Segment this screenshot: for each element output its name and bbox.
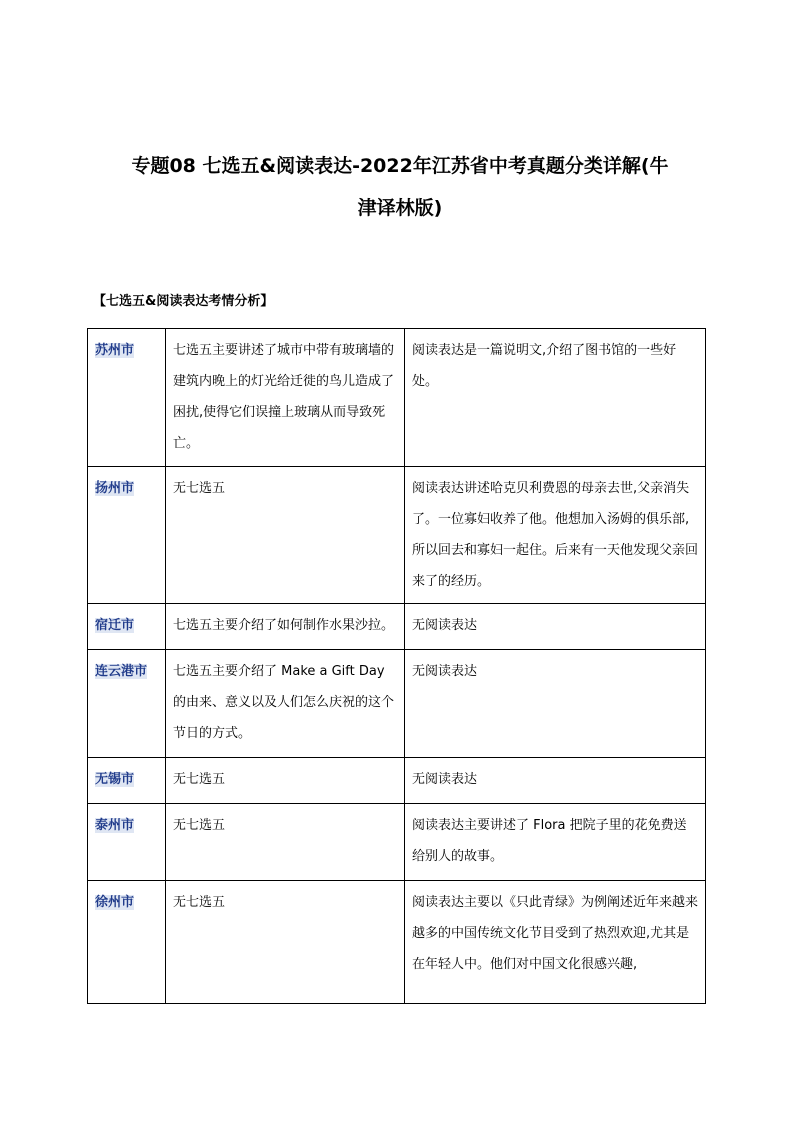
reading-expression-cell: 无阅读表达 <box>405 650 706 758</box>
seven-choose-five-cell: 七选五主要介绍了 Make a Gift Day 的由来、意义以及人们怎么庆祝的这个节日的方式。 <box>166 650 405 758</box>
reading-expression-cell: 阅读表达是一篇说明文,介绍了图书馆的一些好处。 <box>405 329 706 467</box>
city-cell: 无锡市 <box>88 758 166 804</box>
seven-choose-five-cell: 无七选五 <box>166 758 405 804</box>
title-line-2: 津译林版) <box>357 197 443 219</box>
analysis-table <box>87 328 706 1004</box>
table-row <box>88 881 706 1004</box>
seven-choose-five-cell: 七选五主要介绍了如何制作水果沙拉。 <box>166 604 405 650</box>
city-cell: 苏州市 <box>88 329 166 467</box>
table-row <box>88 650 706 758</box>
table-row <box>88 804 706 881</box>
table-row <box>88 329 706 467</box>
seven-choose-five-cell: 七选五主要讲述了城市中带有玻璃墙的建筑内晚上的灯光给迁徙的鸟儿造成了困扰,使得它们误撞上玻璃从而导致死亡。 <box>166 329 405 467</box>
seven-choose-five-cell: 无七选五 <box>166 881 405 1004</box>
city-cell: 扬州市 <box>88 467 166 604</box>
city-cell: 宿迁市 <box>88 604 166 650</box>
city-cell: 连云港市 <box>88 650 166 758</box>
reading-expression-cell: 无阅读表达 <box>405 604 706 650</box>
title-line-1: 专题08 七选五&阅读表达-2022年江苏省中考真题分类详解(牛 <box>131 155 669 177</box>
city-cell: 徐州市 <box>88 881 166 1004</box>
table-row <box>88 758 706 804</box>
reading-expression-cell: 阅读表达讲述哈克贝利费恩的母亲去世,父亲消失了。一位寡妇收养了他。他想加入汤姆的俱乐部,所以回去和寡妇一起住。后来有一天他发现父亲回来了的经历。 <box>405 467 706 604</box>
seven-choose-five-cell: 无七选五 <box>166 467 405 604</box>
table-row <box>88 467 706 604</box>
section-label: 【七选五&阅读表达考情分析】 <box>93 294 274 309</box>
reading-expression-cell: 阅读表达主要讲述了 Flora 把院子里的花免费送给别人的故事。 <box>405 804 706 881</box>
city-cell: 泰州市 <box>88 804 166 881</box>
reading-expression-cell: 无阅读表达 <box>405 758 706 804</box>
table-row <box>88 604 706 650</box>
seven-choose-five-cell: 无七选五 <box>166 804 405 881</box>
document-title <box>100 145 700 229</box>
reading-expression-cell: 阅读表达主要以《只此青绿》为例阐述近年来越来越多的中国传统文化节目受到了热烈欢迎,尤其是在年轻人中。他们对中国文化很感兴趣, <box>405 881 706 1004</box>
